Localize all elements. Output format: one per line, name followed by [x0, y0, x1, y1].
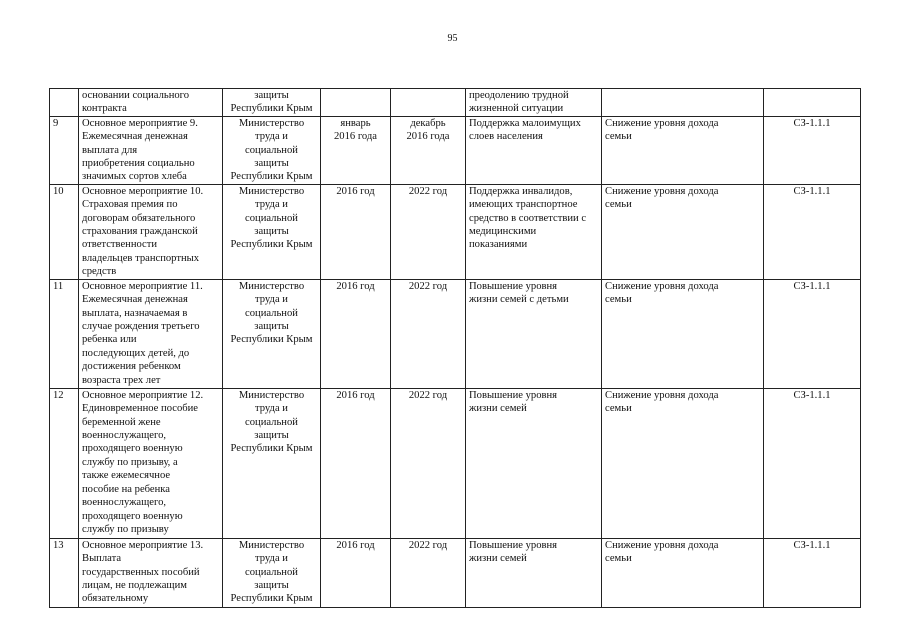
event-cell: [79, 184, 223, 279]
table-row: [50, 89, 861, 117]
event-line: Ежемесячная денежная: [82, 131, 188, 143]
task-line: медицинскими: [469, 226, 537, 238]
row-number-cell: 10: [50, 184, 79, 279]
event-line: проходящего военную: [82, 510, 183, 522]
event-line: Единовременное пособие: [82, 403, 199, 415]
code-cell: СЗ-1.1.1: [764, 388, 861, 538]
table-body: [50, 89, 861, 608]
event-line: проходящего военную: [82, 443, 183, 455]
start-line: 2016 год: [336, 185, 375, 197]
executor-line: Министерство: [238, 185, 305, 197]
code-cell: СЗ-1.1.1: [764, 279, 861, 388]
start-line: 2016 года: [333, 131, 377, 143]
start-cell: [321, 116, 391, 184]
indicator-line: семьи: [605, 553, 632, 565]
start-cell: [321, 538, 391, 607]
executor-cell: [223, 89, 321, 117]
event-line: контракта: [82, 103, 127, 115]
indicator-line: семьи: [605, 199, 632, 211]
end-line: декабрь: [410, 117, 446, 129]
executor-line: Министерство: [238, 280, 305, 292]
indicator-line: Снижение уровня дохода: [605, 117, 719, 129]
event-line: договорам обязательного: [82, 212, 196, 224]
executor-cell: [223, 184, 321, 279]
event-line: Основное мероприятие 9.: [82, 117, 198, 129]
task-line: Повышение уровня: [469, 389, 558, 401]
executor-cell: [223, 388, 321, 538]
indicator-line: Снижение уровня дохода: [605, 185, 719, 197]
executor-line: Республики Крым: [230, 334, 313, 346]
executor-line: защиты: [254, 90, 289, 101]
task-line: жизни семей: [469, 403, 527, 415]
code-cell: [764, 89, 861, 117]
code-cell: СЗ-1.1.1: [764, 538, 861, 607]
event-cell: [79, 538, 223, 607]
table-row: [50, 388, 861, 538]
row-number-cell: [50, 89, 79, 117]
event-line: достижения ребенком: [82, 361, 181, 373]
executor-line: защиты: [254, 226, 289, 238]
executor-line: труда и: [255, 403, 288, 415]
event-line: основании социального: [82, 90, 190, 101]
row-number-cell: 12: [50, 388, 79, 538]
code-cell: СЗ-1.1.1: [764, 184, 861, 279]
indicator-line: Снижение уровня дохода: [605, 280, 719, 292]
end-line: 2022 год: [408, 185, 448, 197]
executor-line: Министерство: [238, 389, 305, 401]
event-line: Основное мероприятие 13.: [82, 539, 204, 551]
event-line: службу по призыву: [82, 523, 169, 535]
executor-line: защиты: [254, 321, 289, 333]
indicator-line: Снижение уровня дохода: [605, 389, 719, 401]
end-cell: [391, 184, 466, 279]
event-line: возраста трех лет: [82, 374, 161, 386]
event-line: лицам, не подлежащим: [82, 580, 187, 592]
event-line: приобретения социально: [82, 158, 195, 170]
event-line: случае рождения третьего: [82, 321, 200, 333]
event-line: выплата для: [82, 144, 138, 156]
event-line: страхования гражданской: [82, 226, 198, 238]
task-cell: [466, 279, 602, 388]
end-cell: [391, 538, 466, 607]
task-line: Повышение уровня: [469, 280, 558, 292]
event-line: ребенка или: [82, 334, 137, 346]
executor-cell: [223, 116, 321, 184]
end-cell: [391, 279, 466, 388]
task-line: Поддержка малоимущих: [469, 117, 581, 129]
start-line: 2016 год: [336, 389, 375, 401]
event-line: значимых сортов хлеба: [82, 171, 187, 183]
event-line: Ежемесячная денежная: [82, 294, 188, 306]
activities-table: [49, 88, 861, 608]
event-line: Выплата: [82, 553, 122, 565]
executor-line: Республики Крым: [230, 593, 313, 605]
event-cell: [79, 279, 223, 388]
end-cell: [391, 89, 466, 117]
executor-line: защиты: [254, 430, 289, 442]
table-row: [50, 184, 861, 279]
event-line: Основное мероприятие 11.: [82, 280, 203, 292]
executor-cell: [223, 279, 321, 388]
task-line: Повышение уровня: [469, 539, 558, 551]
event-line: также ежемесячное: [82, 470, 171, 482]
table-row: [50, 116, 861, 184]
indicator-line: семьи: [605, 403, 632, 415]
executor-line: Республики Крым: [230, 239, 313, 251]
event-line: ответственности: [82, 239, 158, 251]
event-line: средств: [82, 266, 117, 278]
event-line: военнослужащего,: [82, 497, 167, 509]
event-line: выплата, назначаемая в: [82, 307, 188, 319]
executor-line: социальной: [245, 416, 298, 428]
event-line: пособие на ребенка: [82, 483, 170, 495]
executor-line: социальной: [245, 212, 298, 224]
row-number-cell: 13: [50, 538, 79, 607]
task-cell: [466, 538, 602, 607]
executor-line: социальной: [245, 566, 298, 578]
executor-line: труда и: [255, 553, 288, 565]
start-line: 2016 год: [336, 280, 375, 292]
executor-line: Республики Крым: [230, 171, 313, 183]
end-line: 2022 год: [408, 389, 448, 401]
event-line: службу по призыву, а: [82, 456, 178, 468]
indicator-cell: [602, 89, 764, 117]
task-line: жизненной ситуации: [469, 103, 564, 115]
task-line: Поддержка инвалидов,: [469, 185, 573, 197]
start-cell: [321, 184, 391, 279]
start-cell: [321, 279, 391, 388]
event-line: обязательному: [82, 593, 149, 605]
event-line: последующих детей, до: [82, 347, 190, 359]
executor-line: Республики Крым: [230, 443, 313, 455]
event-line: Основное мероприятие 12.: [82, 389, 204, 401]
task-cell: [466, 388, 602, 538]
start-line: январь: [340, 117, 371, 129]
executor-line: социальной: [245, 307, 298, 319]
event-cell: [79, 116, 223, 184]
table-row: [50, 538, 861, 607]
indicator-line: семьи: [605, 131, 632, 143]
event-line: военнослужащего,: [82, 430, 167, 442]
end-line: 2022 год: [408, 280, 448, 292]
end-cell: [391, 388, 466, 538]
indicator-line: семьи: [605, 294, 632, 306]
task-line: жизни семей с детьми: [469, 294, 569, 306]
event-line: беременной жене: [82, 416, 161, 428]
event-line: государственных пособий: [82, 566, 200, 578]
end-line: 2022 год: [408, 539, 448, 551]
executor-line: труда и: [255, 131, 288, 143]
event-cell: [79, 388, 223, 538]
executor-cell: [223, 538, 321, 607]
start-cell: [321, 89, 391, 117]
executor-line: Республики Крым: [230, 103, 313, 115]
row-number-cell: 9: [50, 116, 79, 184]
executor-line: защиты: [254, 580, 289, 592]
indicator-cell: [602, 388, 764, 538]
task-line: имеющих транспортное: [469, 199, 578, 211]
event-line: Основное мероприятие 10.: [82, 185, 204, 197]
start-line: 2016 год: [336, 539, 375, 551]
indicator-cell: [602, 184, 764, 279]
row-number-cell: 11: [50, 279, 79, 388]
executor-line: Министерство: [238, 117, 305, 129]
task-line: средство в соответствии с: [469, 212, 587, 224]
end-line: 2016 года: [406, 131, 450, 143]
executor-line: защиты: [254, 158, 289, 170]
task-line: преодолению трудной: [469, 90, 569, 101]
end-cell: [391, 116, 466, 184]
task-cell: [466, 184, 602, 279]
task-line: показаниями: [469, 239, 528, 251]
executor-line: социальной: [245, 144, 298, 156]
page-number: 95: [447, 33, 458, 44]
start-cell: [321, 388, 391, 538]
indicator-cell: [602, 116, 764, 184]
executor-line: Министерство: [238, 539, 305, 551]
event-cell: [79, 89, 223, 117]
task-cell: [466, 89, 602, 117]
code-cell: СЗ-1.1.1: [764, 116, 861, 184]
task-line: слоев населения: [469, 131, 543, 143]
executor-line: труда и: [255, 294, 288, 306]
table-row: [50, 279, 861, 388]
indicator-cell: [602, 279, 764, 388]
indicator-cell: [602, 538, 764, 607]
task-cell: [466, 116, 602, 184]
event-line: владельцев транспортных: [82, 252, 200, 264]
task-line: жизни семей: [469, 553, 527, 565]
event-line: Страховая премия по: [82, 199, 178, 211]
indicator-line: Снижение уровня дохода: [605, 539, 719, 551]
executor-line: труда и: [255, 199, 288, 211]
